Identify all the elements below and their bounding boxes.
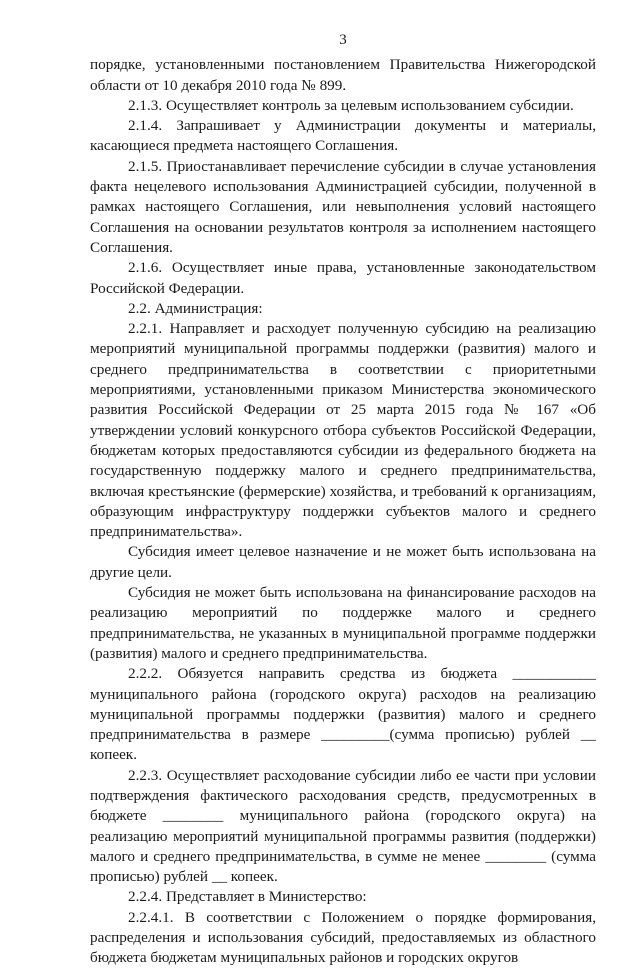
page-number: 3 xyxy=(339,32,347,48)
paragraph-2-2-heading: 2.2. Администрация: xyxy=(128,299,263,317)
paragraph-2-1-6: 2.1.6. Осуществляет иные права, установленные законодательством Российской Федерации. xyxy=(90,259,596,297)
paragraph-2-1-5: 2.1.5. Приостанавливает перечисление субсидии в случае установления факта нецелевого использования Администрацией субсидии, полученной в рамках настоящего Соглашения, или невыполнения условий настоящего Соглашения на основании результатов контроля за исполнением настоящего Соглашения. xyxy=(90,157,596,256)
paragraph-continuation: порядке, установленными постановлением Правительства Нижегородской области от 10 декабря 2010 года № 899. xyxy=(90,56,596,94)
paragraph-2-1-3: 2.1.3. Осуществляет контроль за целевым использованием субсидии. xyxy=(128,96,574,114)
paragraph-2-1-4: 2.1.4. Запрашивает у Администрации документы и материалы, касающиеся предмета настоящего Соглашения. xyxy=(90,117,596,155)
paragraph-2-2-4: 2.2.4. Представляет в Министерство: xyxy=(128,888,367,906)
paragraph-2-2-3: 2.2.3. Осуществляет расходование субсидии либо ее части при условии подтверждения фактического расходования средств, предусмотренных в бюджете ________ муниципального района (городского округа) на реализацию мероприятий муниципальной программы развития (поддержки) малого и среднего предпринимательства, в сумме не менее ________ (сумма прописью) рублей __ копеек. xyxy=(90,766,596,886)
paragraph-subsidy-restriction: Субсидия не может быть использована на финансирование расходов на реализацию мероприятий по поддержке малого и среднего предпринимательства, не указанных в муниципальной программе поддержки (развития) малого и среднего предпринимательства. xyxy=(90,584,596,662)
paragraph-subsidy-purpose: Субсидия имеет целевое назначение и не может быть использована на другие цели. xyxy=(90,543,596,581)
document-page xyxy=(90,30,596,969)
paragraph-2-2-4-1: 2.2.4.1. В соответствии с Положением о порядке формирования, распределения и использования субсидий, предоставляемых из областного бюджета бюджетам муниципальных районов и городских округов xyxy=(90,908,596,967)
paragraph-2-2-1: 2.2.1. Направляет и расходует полученную субсидию на реализацию мероприятий муниципальной программы поддержки (развития) малого и среднего предпринимательства в соответствии с приоритетными мероприятиями, установленными приказом Министерства экономического развития Российской Федерации от 25 марта 2015 года № 167 «Об утверждении условий конкурсного отбора субъектов Российской Федерации, бюджетам которых предоставляются субсидии из федерального бюджета на государственную поддержку малого и среднего предпринимательства, включая крестьянские (фермерские) хозяйства, и требований к организациям, образующим инфраструктуру поддержки субъектов малого и среднего предпринимательства». xyxy=(90,320,596,541)
paragraph-2-2-2: 2.2.2. Обязуется направить средства из бюджета ___________ муниципального района (городского округа) расходов на реализацию муниципальной программы поддержки (развития) малого и среднего предпринимательства в размере _________(сумма прописью) рублей __ копеек. xyxy=(90,665,596,764)
